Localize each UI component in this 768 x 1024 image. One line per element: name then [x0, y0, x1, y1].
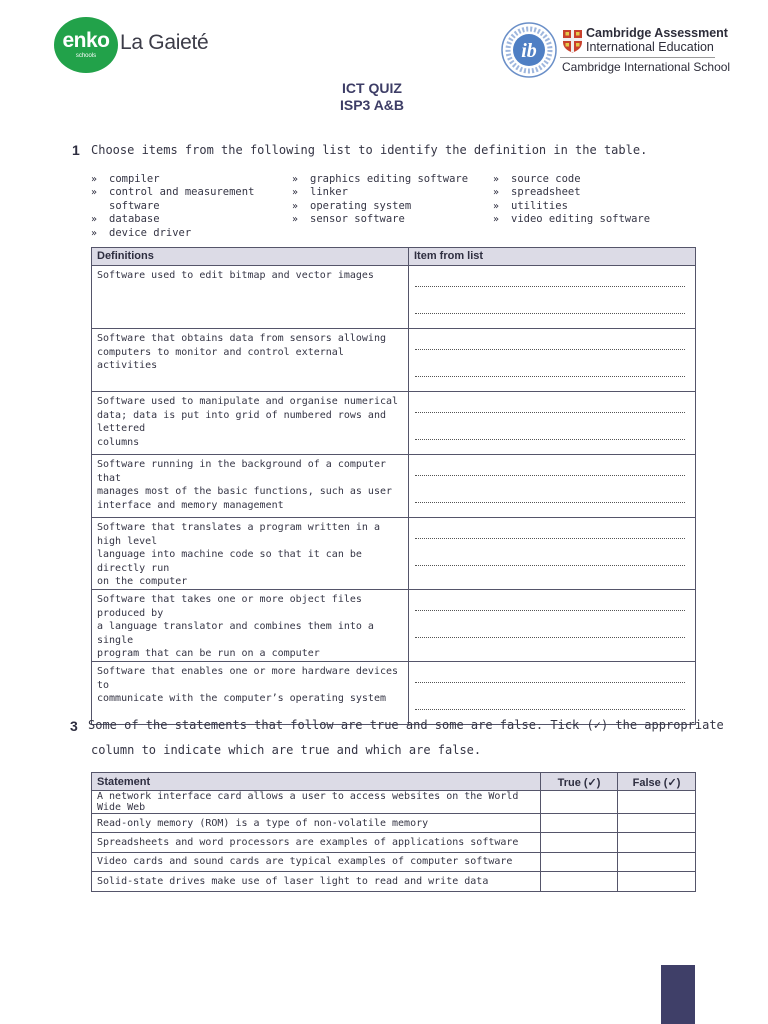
bullet-icon: »: [292, 174, 299, 185]
answer-cell[interactable]: [409, 661, 696, 724]
answer-dotted-line[interactable]: [415, 475, 685, 476]
word-list-label: video editing software: [511, 213, 651, 226]
definition-row: [92, 661, 696, 724]
cambridge-title: Cambridge Assessment: [586, 26, 728, 40]
enko-logo-subtext: schools: [75, 53, 97, 59]
statement-row: [92, 791, 696, 814]
answer-cell[interactable]: [409, 455, 696, 518]
definition-row: [92, 589, 696, 661]
true-tick-cell[interactable]: [541, 791, 618, 814]
word-list-label: database: [109, 213, 160, 226]
definition-text-line: columns: [97, 436, 140, 448]
enko-logo: [54, 17, 118, 73]
true-column-header: True (✓): [541, 773, 618, 791]
definition-text-line: computers to monitor and control external activities: [97, 346, 344, 372]
word-list-label: device driver: [109, 226, 192, 239]
word-list-item: [292, 200, 468, 213]
true-tick-cell[interactable]: [541, 833, 618, 852]
statement-row: [92, 872, 696, 891]
definition-text: [92, 329, 409, 392]
question-3-number: 3: [70, 718, 78, 734]
word-list-label: utilities: [511, 199, 568, 212]
word-list-column-3: [493, 173, 650, 227]
answer-dotted-line[interactable]: [415, 637, 685, 638]
svg-text:ib: ib: [521, 40, 537, 62]
answer-dotted-line[interactable]: [415, 376, 685, 377]
definition-text: [92, 518, 409, 590]
definition-row: [92, 266, 696, 329]
enko-logo-text: enko: [62, 29, 110, 52]
statement-text: Spreadsheets and word processors are examples of applications software: [92, 833, 541, 852]
bullet-icon: »: [292, 214, 299, 226]
statement-text: A network interface card allows a user to access websites on the World Wide Web: [92, 791, 541, 814]
word-list-item: [91, 200, 254, 213]
bullet-icon: »: [91, 227, 98, 239]
answer-cell[interactable]: [409, 518, 696, 590]
bullet-icon: »: [493, 187, 500, 199]
word-list-label: sensor software: [310, 213, 405, 226]
answer-cell[interactable]: [409, 589, 696, 661]
word-list-label: linker: [310, 186, 348, 199]
false-tick-cell[interactable]: [618, 852, 696, 871]
statement-text: Read-only memory (ROM) is a type of non-volatile memory: [92, 814, 541, 833]
word-list-column-1: [91, 173, 254, 240]
definition-text-line: Software that takes one or more object files produced by: [97, 593, 362, 619]
bullet-icon: »: [91, 187, 98, 199]
word-list-item: [493, 200, 650, 213]
answer-dotted-line[interactable]: [415, 682, 685, 683]
definition-text-line: communicate with the computer’s operating system: [97, 693, 386, 705]
word-list-item: [91, 173, 254, 186]
definition-text: [92, 266, 409, 329]
true-false-table-header: [92, 773, 696, 791]
definition-row: [92, 455, 696, 518]
true-tick-cell[interactable]: [541, 852, 618, 871]
word-list-label: spreadsheet: [511, 186, 581, 199]
answer-cell[interactable]: [409, 266, 696, 329]
definition-text-line: Software that obtains data from sensors allowing: [97, 333, 386, 344]
definition-text: [92, 392, 409, 455]
bullet-icon: »: [493, 200, 500, 212]
definition-text-line: Software that enables one or more hardware devices to: [97, 665, 399, 691]
definitions-table-header: [92, 248, 696, 266]
definition-row: [92, 329, 696, 392]
answer-dotted-line[interactable]: [415, 538, 685, 539]
word-list-item: [91, 186, 254, 199]
word-list-column-2: [292, 173, 468, 227]
bullet-icon: »: [91, 174, 98, 185]
quiz-class: ISP3 A&B: [339, 97, 405, 113]
definition-text-line: language into machine code so that it can be directly run: [97, 549, 362, 574]
true-tick-cell[interactable]: [541, 814, 618, 833]
definition-row: [92, 518, 696, 590]
word-list-label: control and measurement: [109, 186, 255, 199]
word-list-item: [91, 213, 254, 226]
definition-text-line: on the computer: [97, 576, 188, 588]
definition-row: [92, 392, 696, 455]
false-tick-cell[interactable]: [618, 814, 696, 833]
school-name: La Gaieté: [120, 31, 209, 54]
cambridge-subtitle: International Education: [586, 40, 714, 54]
word-list-item: [292, 173, 468, 186]
definition-text-line: Software used to edit bitmap and vector images: [97, 270, 374, 281]
definition-text: [92, 589, 409, 661]
answer-dotted-line[interactable]: [415, 709, 685, 710]
question-1-prompt: Choose items from the following list to identify the definition in the table.: [91, 143, 648, 157]
word-list-item: [91, 227, 254, 240]
definition-text-line: Software running in the background of a computer that: [97, 459, 386, 484]
question-3-prompt-line-2: column to indicate which are true and which are false.: [91, 743, 482, 757]
word-list-item: [493, 213, 650, 226]
word-list-label: source code: [511, 173, 581, 185]
definitions-column-header: Definitions: [92, 248, 409, 266]
definition-text: [92, 455, 409, 518]
quiz-title: ICT QUIZ: [342, 80, 402, 96]
answer-dotted-line[interactable]: [415, 349, 685, 350]
word-list-label: compiler: [109, 173, 160, 185]
word-list-label: software: [109, 199, 160, 212]
definition-text-line: manages most of the basic functions, such as user: [97, 486, 393, 498]
definition-text-line: a language translator and combines them into a single: [97, 621, 374, 646]
answer-cell[interactable]: [409, 392, 696, 455]
ib-seal-logo: [501, 22, 557, 78]
word-list-item: [292, 186, 468, 199]
cambridge-school-label: Cambridge International School: [562, 60, 731, 74]
false-column-header: False (✓): [618, 773, 696, 791]
definition-text-line: Software used to manipulate and organise numerical: [97, 396, 399, 407]
bullet-icon: »: [292, 200, 299, 212]
definition-text-line: Software that translates a program written in a high level: [97, 522, 380, 547]
statement-text: Video cards and sound cards are typical examples of computer software: [92, 852, 541, 871]
question-3-prompt-line-1: Some of the statements that follow are true and some are false. Tick (✓) the appropriate: [88, 718, 724, 732]
definition-text-line: program that can be run on a computer: [97, 648, 320, 660]
word-list-label: operating system: [310, 199, 412, 212]
statement-row: [92, 833, 696, 852]
cambridge-crest-icon: [562, 29, 583, 53]
answer-dotted-line[interactable]: [415, 502, 685, 503]
word-list-item: [493, 186, 650, 199]
definition-text-line: interface and memory management: [97, 499, 284, 511]
answer-dotted-line[interactable]: [415, 313, 685, 314]
answer-dotted-line[interactable]: [415, 412, 685, 413]
word-list-item: [292, 213, 468, 226]
word-list-item: [493, 173, 650, 186]
definitions-table: [91, 247, 696, 725]
statement-text: Solid-state drives make use of laser light to read and write data: [92, 872, 541, 891]
bullet-icon: »: [493, 174, 500, 185]
answer-dotted-line[interactable]: [415, 565, 685, 566]
bullet-icon: »: [91, 214, 98, 226]
false-tick-cell[interactable]: [618, 833, 696, 852]
statement-row: [92, 852, 696, 871]
false-tick-cell[interactable]: [618, 872, 696, 891]
word-list-label: graphics editing software: [310, 173, 469, 185]
answer-dotted-line[interactable]: [415, 286, 685, 287]
cambridge-divider: [560, 57, 715, 58]
false-tick-cell[interactable]: [618, 791, 696, 814]
bullet-icon: »: [292, 187, 299, 199]
definition-text: [92, 661, 409, 724]
statement-column-header: Statement: [92, 773, 541, 791]
page-corner-tab: [661, 965, 695, 1024]
true-false-table: [91, 772, 696, 892]
item-from-list-column-header: Item from list: [409, 248, 696, 266]
true-tick-cell[interactable]: [541, 872, 618, 891]
statement-row: [92, 814, 696, 833]
answer-dotted-line[interactable]: [415, 610, 685, 611]
answer-cell[interactable]: [409, 329, 696, 392]
definition-text-line: data; data is put into grid of numbered rows and lettered: [97, 409, 386, 435]
question-1-number: 1: [72, 142, 80, 158]
bullet-icon: »: [493, 214, 500, 226]
answer-dotted-line[interactable]: [415, 439, 685, 440]
